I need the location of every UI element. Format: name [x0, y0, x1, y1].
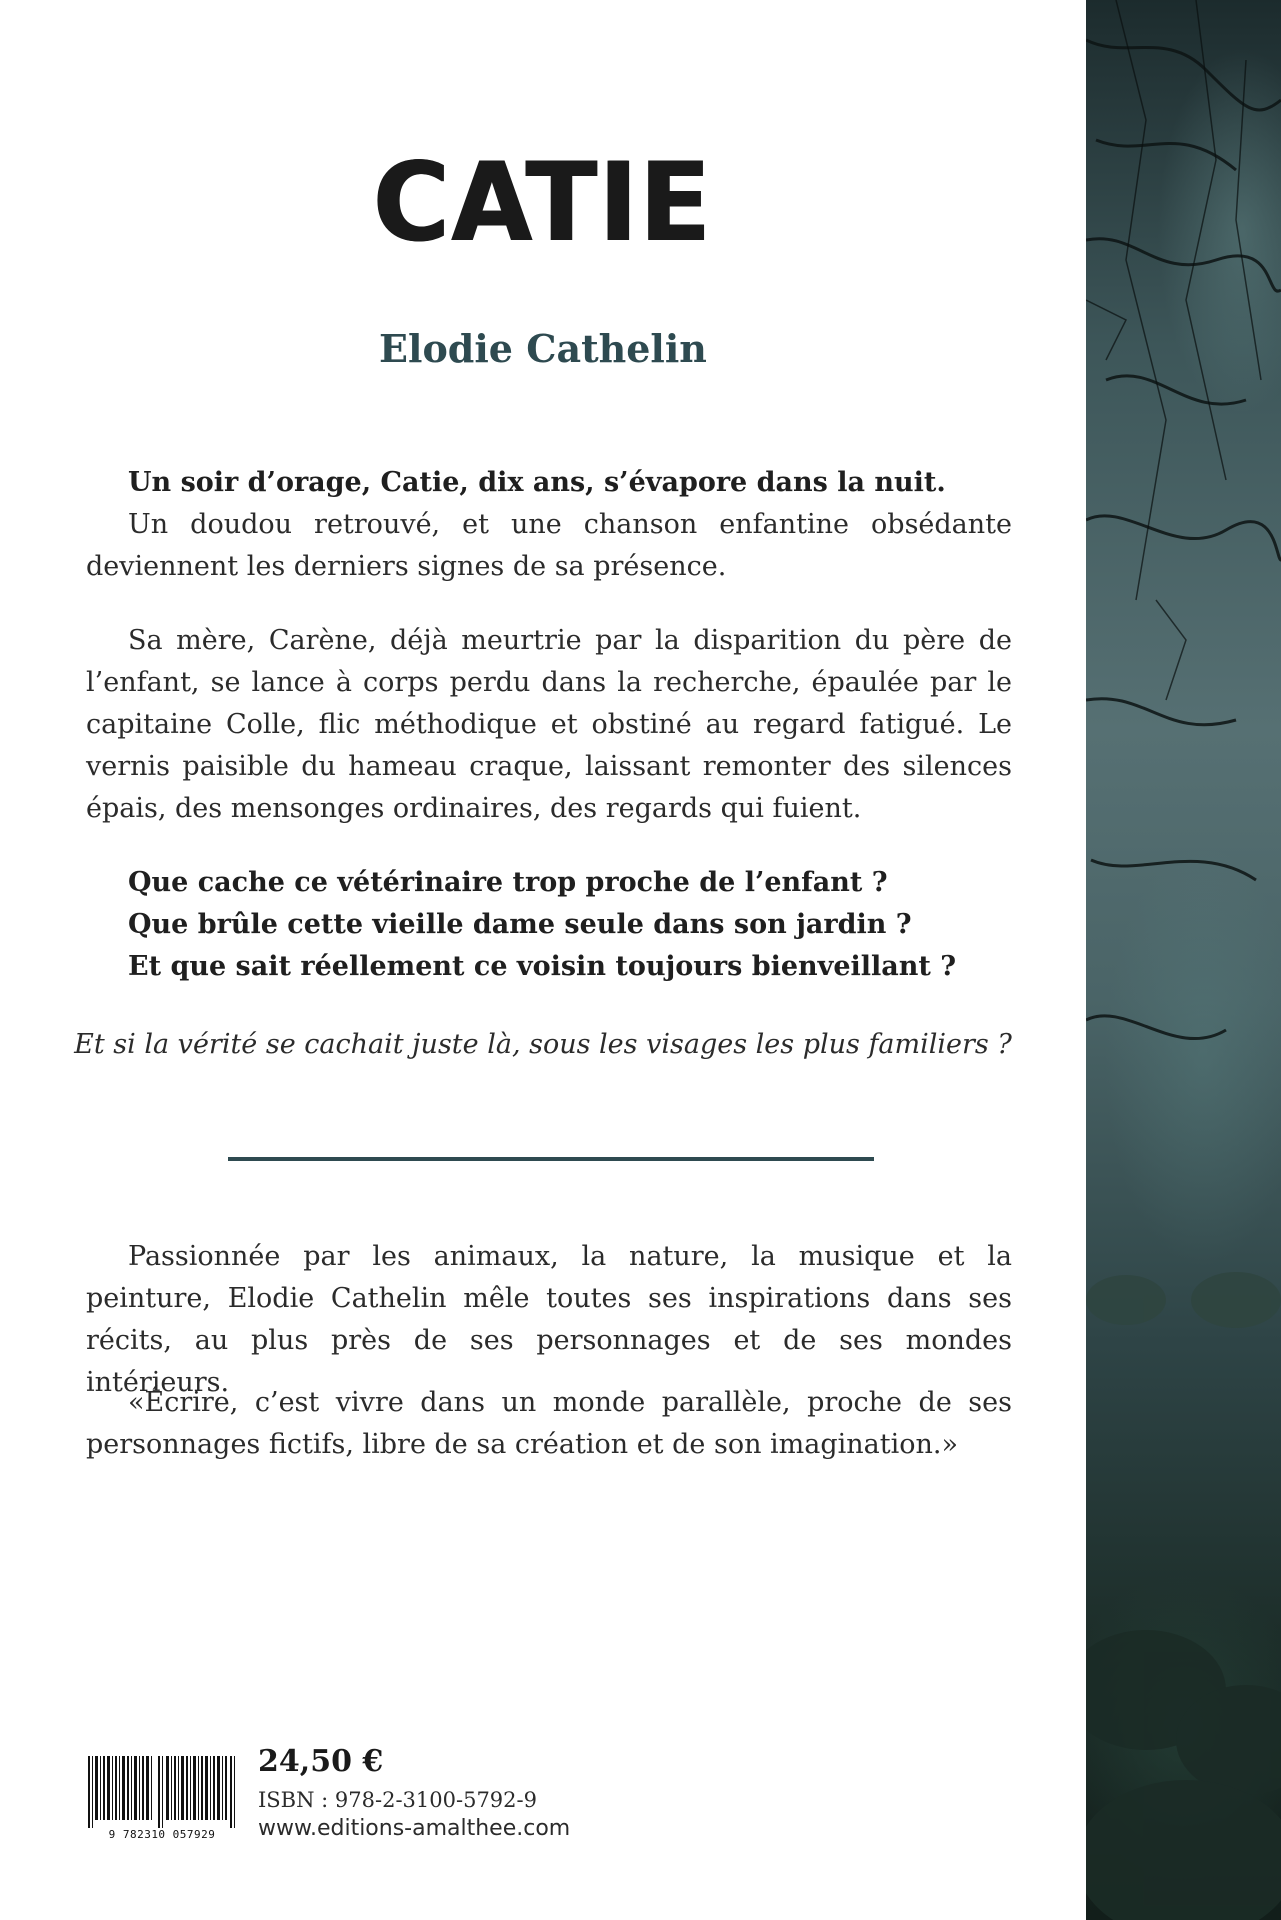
tree-branches-illustration	[1086, 0, 1281, 1920]
barcode-digits: 9 782310 057929	[108, 1828, 216, 1841]
author-quote: «Écrire, c’est vivre dans un monde parallèle, proche de ses personnages fictifs, libre de sa création et de son imagination.»	[86, 1387, 1012, 1460]
synopsis-paragraph-2: Sa mère, Carène, déjà meurtrie par la disparition du père de l’enfant, se lance à corps perdu dans la recherche, épaulée par le capitaine Colle, flic méthodique et obstiné au regard fatigué. Le vernis paisible du hameau craque, laissant remonter des silences épais, des mensonges ordinaires, des regards qui fuient.	[86, 625, 1012, 824]
synopsis-lead: Un soir d’orage, Catie, dix ans, s’évapore dans la nuit.	[128, 467, 946, 498]
publisher-website: www.editions-amalthee.com	[258, 1816, 571, 1841]
synopsis-question-1: Que cache ce vétérinaire trop proche de l’enfant ?	[128, 867, 888, 898]
price: 24,50 €	[258, 1744, 384, 1779]
forest-image	[1086, 0, 1281, 1920]
synopsis-question-3: Et que sait réellement ce voisin toujours bienveillant ?	[128, 951, 957, 982]
section-divider	[228, 1157, 874, 1161]
author-bio: Passionnée par les animaux, la nature, la musique et la peinture, Elodie Cathelin mêle toutes ses inspirations dans ses récits, au plus près de ses personnages et de ses mondes intérieurs.	[86, 1241, 1012, 1398]
synopsis-paragraph-1: Un doudou retrouvé, et une chanson enfantine obsédante deviennent les derniers signes de sa présence.	[86, 509, 1012, 582]
synopsis-question-2: Que brûle cette vieille dame seule dans son jardin ?	[128, 909, 912, 940]
barcode	[84, 1756, 240, 1840]
isbn: ISBN : 978-2-3100-5792-9	[258, 1788, 537, 1812]
barcode-bars-graphic	[84, 1756, 240, 1828]
author-name: Elodie Cathelin	[379, 326, 707, 371]
book-title: CATIE	[373, 137, 713, 267]
synopsis-tagline: Et si la vérité se cachait juste là, sous les visages les plus familiers ?	[74, 1029, 1012, 1060]
